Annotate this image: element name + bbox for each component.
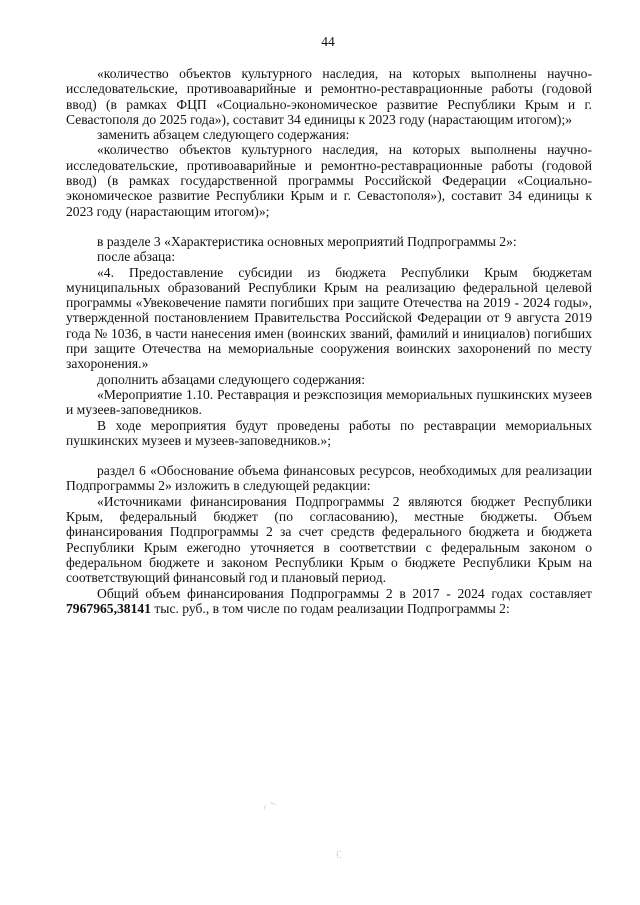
financing-sources-paragraph: «Источниками финансирования Подпрограммы 2 являются бюджет Республики Крым, федеральный бюджет (по согласованию), местные бюджеты. Объем финансирования Подпрограммы 2 за счет средств федерального бюджета и бюджета Республики Крым ежегодно уточняется в соответствии с федеральным законом о федеральном бюджете и законом Республики Крым о бюджете Республики Крым на соответствующий финансовый год и плановый период. — [66, 493, 592, 586]
replace-instruction: заменить абзацем следующего содержания: — [97, 127, 350, 143]
add-paragraphs-instruction: дополнить абзацами следующего содержания: — [97, 371, 366, 387]
measure-1-10: «Мероприятие 1.10. Реставрация и реэкспозиция мемориальных пушкинских музеев и музеев-заповедников. — [66, 386, 592, 418]
after-paragraph-instruction: после абзаца: — [97, 249, 176, 265]
section-6-instruction: раздел 6 «Обоснование объема финансовых ресурсов, необходимых для реализации Подпрограммы 2» изложить в следующей редакции: — [66, 463, 592, 494]
page-number: 44 — [321, 34, 335, 49]
scan-artifact-mark: ⁞⁚ — [336, 850, 342, 861]
paragraph-gap — [66, 448, 592, 463]
total-financing-paragraph — [66, 586, 592, 617]
section-3-instruction: в разделе 3 «Характеристика основных мероприятий Подпрограммы 2»: — [97, 233, 517, 249]
paragraph-gap — [66, 219, 592, 234]
quoted-indicator-new: «количество объектов культурного наследия, на которых выполнены научно-исследовательские, противоаварийные и ремонтно-реставрационные работы (годовой ввод) (в рамках государственной программы Российской Федерации «Социально-экономическое развитие Республики Крым и г. Севастополя»), составит 34 единицы к 2023 году (нарастающим итогом)»; — [66, 142, 592, 219]
total-financing-amount: 7967965,38141 — [66, 600, 151, 616]
quoted-measure-4: «4. Предоставление субсидии из бюджета Республики Крым бюджетам муниципальных образований Республики Крым на реализацию федеральной целевой программы «Увековечение памяти погибших при защите Отечества на 2019 - 2024 годы», утвержденной постановлением Правительства Российской Федерации от 9 августа 2019 года № 1036, в части нанесения имен (воинских званий, фамилий и инициалов) погибших при защите Отечества на мемориальные сооружения воинских захоронений по месту захоронения.» — [66, 264, 592, 372]
scan-artifact-mark: ⸝ ⸜ — [257, 793, 278, 813]
measure-1-10-description: В ходе мероприятия будут проведены работы по реставрации мемориальных пушкинских музеев и музеев-заповедников.»; — [66, 417, 592, 448]
quoted-indicator-old: «количество объектов культурного наследия, на которых выполнены научно-исследовательские, противоаварийные и ремонтно-реставрационные работы (годовой ввод) (в рамках ФЦП «Социально-экономическое развитие Республики Крым и г. Севастополя до 2025 года»), составит 34 единицы к 2023 году (нарастающим итогом);» — [66, 66, 592, 127]
document-body — [66, 66, 592, 616]
total-financing-text-before: Общий объем финансирования Подпрограммы 2 в 2017 - 2024 годах составляет — [97, 585, 592, 601]
total-financing-text-after: тыс. руб., в том числе по годам реализации Подпрограммы 2: — [150, 600, 510, 616]
